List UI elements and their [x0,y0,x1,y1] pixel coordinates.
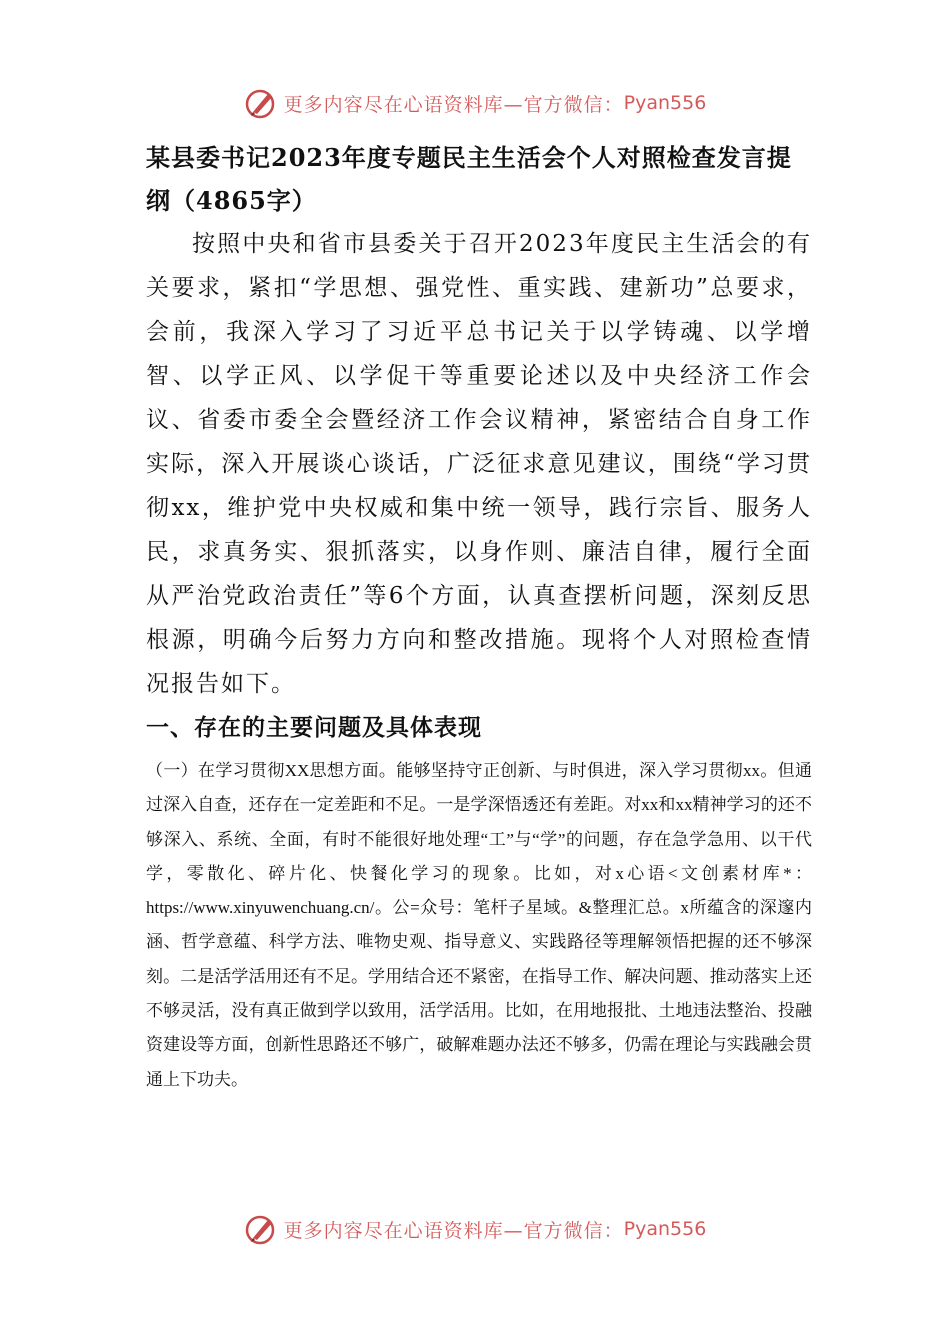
section-heading: 一、存在的主要问题及具体表现 [146,714,482,741]
watermark-footer [0,1212,950,1246]
pen-logo-icon [244,86,278,120]
watermark-text: 更多内容尽在心语资料库—官方微信： [283,1219,624,1242]
watermark-text: 更多内容尽在心语资料库—官方微信： [283,93,624,116]
section-paragraph: （一）在学习贯彻XX思想方面。能够坚持守正创新、与时俱进，深入学习贯彻xx。但通过深入自查，还存在一定差距和不足。一是学深悟透还有差距。对xx和xx精神学习的还不够深入、系统、全面，有时不能很好地处理“工”与“学”的问题，存在急学急用、以干代学，零散化、碎片化、快餐化学习的现象。比如，对x心语<文创素材库*：https://www.xinyuwenchuang.cn/。公=众号：笔杆子星域。&整理汇总。x所蕴含的深邃内涵、哲学意蕴、科学方法、唯物史观、指导意义、实践路径等理解领悟把握的还不够深刻。二是活学活用还有不足。学用结合还不紧密，在指导工作、解决问题、推动落实上还不够灵活，没有真正做到学以致用，活学活用。比如，在用地报批、土地违法整治、投融资建设等方面，创新性思路还不够广，破解难题办法还不够多，仍需在理论与实践融会贯通上下功夫。 [146,761,812,1089]
document-title: 某县委书记2023年度专题民主生活会个人对照检查发言提纲（4865字） [146,143,792,215]
watermark-header [0,86,950,120]
pen-logo-icon [244,1212,278,1246]
intro-paragraph: 按照中央和省市县委关于召开2023年度民主生活会的有关要求，紧扣“学思想、强党性、重实践、建新功”总要求，会前，我深入学习了习近平总书记关于以学铸魂、以学增智、以学正风、以学促干等重要论述以及中央经济工作会议、省委市委全会暨经济工作会议精神，紧密结合自身工作实际，深入开展谈心谈话，广泛征求意见建议，围绕“学习贯彻xx，维护党中央权威和集中统一领导，践行宗旨、服务人民，求真务实、狠抓落实，以身作则、廉洁自律，履行全面从严治党政治责任”等6个方面，认真查摆析问题，深刻反思根源，明确今后努力方向和整改措施。现将个人对照检查情况报告如下。 [146,231,812,697]
watermark-handle: Pyan556 [623,92,707,114]
watermark-handle: Pyan556 [623,1218,707,1240]
document-body [146,136,812,1097]
